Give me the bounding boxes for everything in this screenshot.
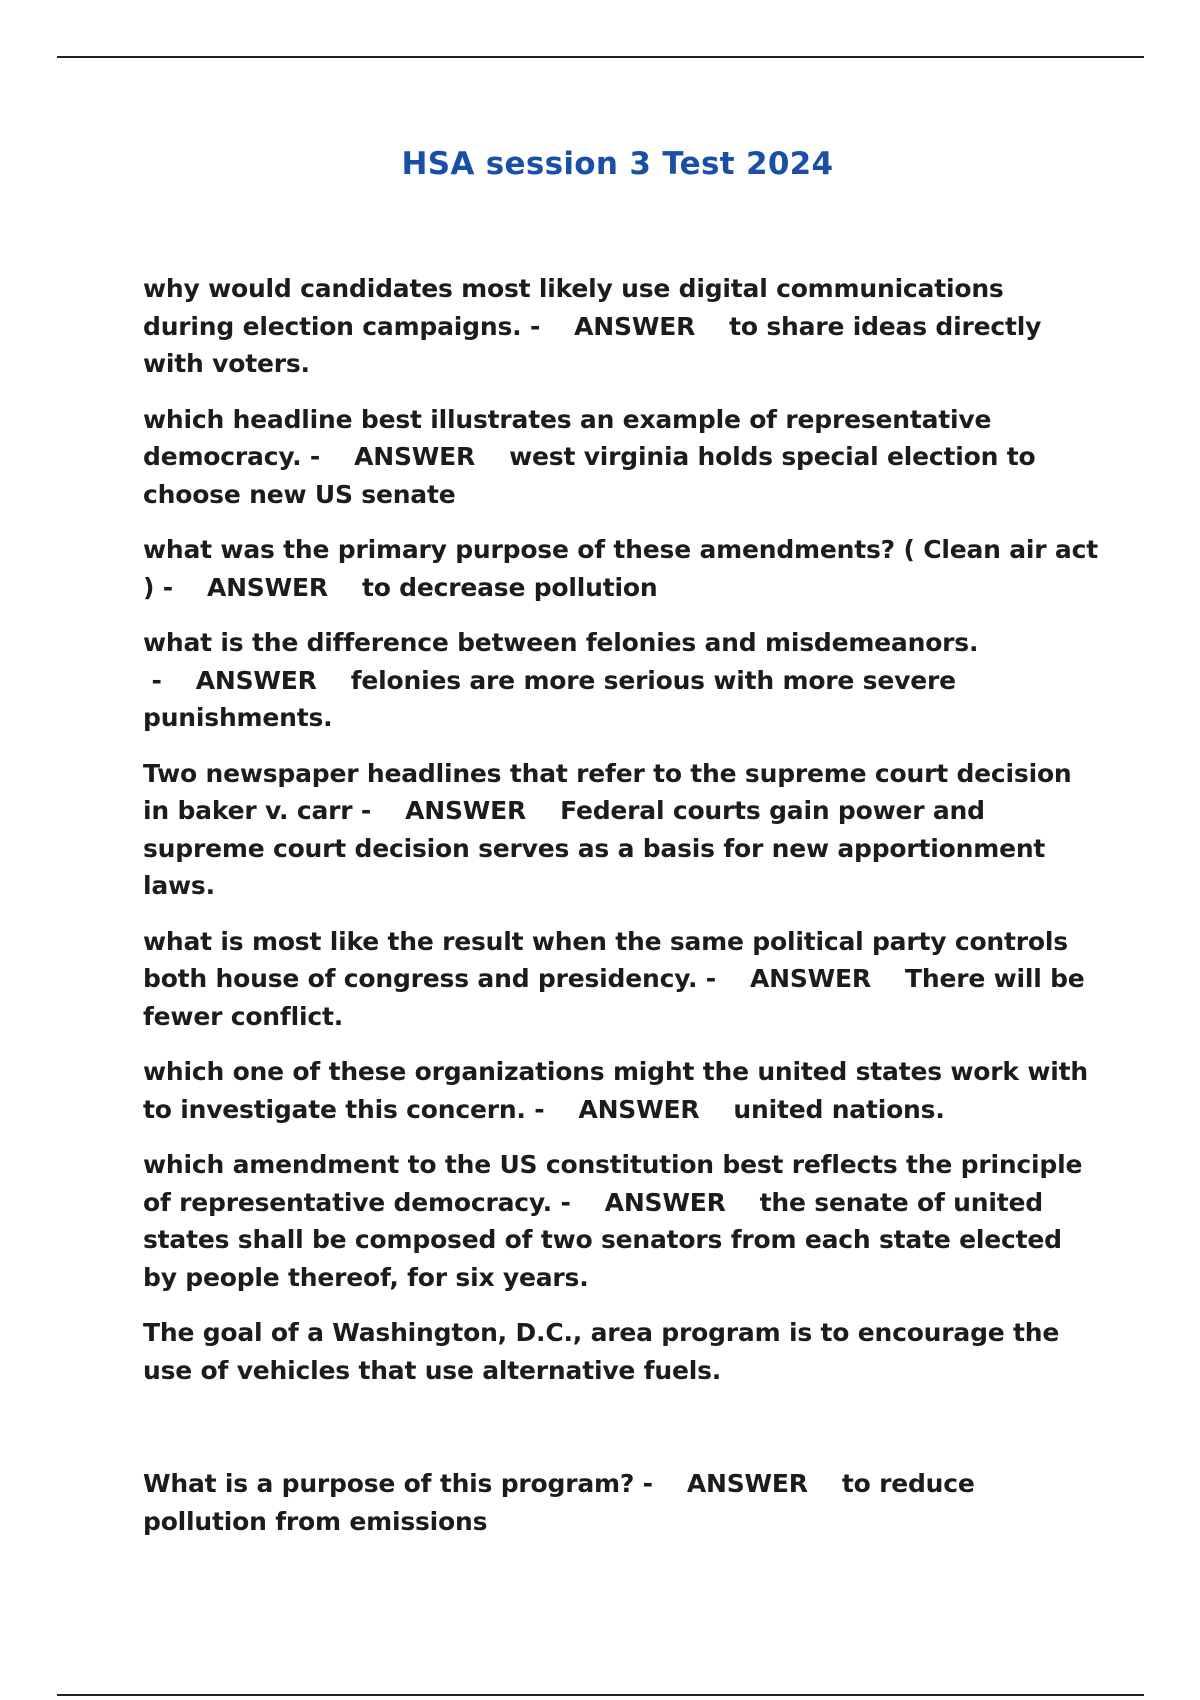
qa-entry: which amendment to the US constitution best reflects the principle of representative democracy. - ANSWER the senate of united states shall be composed of two senators from each state elected by people thereof, for six years. — [143, 1150, 1083, 1292]
question-text: why would candidates most likely use digital communications during election campaigns. — [143, 274, 1004, 341]
context-note: The goal of a Washington, D.C., area program is to encourage the use of vehicles that use alternative fuels. — [143, 1318, 1060, 1385]
answer-label: ANSWER — [206, 572, 328, 602]
answer-label: ANSWER — [686, 1469, 808, 1498]
question-text: which amendment to the US constitution best reflects the principle of representative democracy. — [143, 1150, 1083, 1217]
qa-entry: Two newspaper headlines that refer to the supreme court decision in baker v. carr - ANSWER Federal courts gain power and supreme court decision serves as a basis for new apportionment laws. — [143, 758, 1072, 900]
answer-label: ANSWER — [750, 964, 871, 993]
qa-list — [143, 270, 1103, 1558]
top-rule — [57, 56, 1144, 58]
answer-label: ANSWER — [578, 1094, 700, 1124]
answer-text: Federal courts gain power and supreme court decision serves as a basis for new apportionment laws. — [143, 796, 1046, 900]
qa-entry: which headline best illustrates an example of representative democracy. - ANSWER west virginia holds special election to choose new US senate — [143, 404, 1036, 509]
answer-text: There will be fewer conflict. — [143, 964, 1085, 1031]
question-text: which headline best illustrates an example of representative democracy. — [143, 404, 992, 471]
answer-text: united nations. — [733, 1094, 945, 1124]
qa-entry: What is a purpose of this program? - ANSWER to reduce pollution from emissions — [143, 1469, 975, 1536]
question-text: which one of these organizations might the united states work with to investigate this concern. — [143, 1057, 1088, 1124]
answer-label: ANSWER — [604, 1187, 726, 1217]
qa-entry: what was the primary purpose of these amendments? ( Clean air act ) - ANSWER to decrease pollution — [143, 535, 1098, 602]
answer-text: the senate of united states shall be composed of two senators from each state elected by people thereof, for six years. — [143, 1187, 1062, 1292]
question-text: What is a purpose of this program? — [143, 1469, 635, 1498]
answer-text: to reduce pollution from emissions — [143, 1469, 975, 1536]
page-title: HSA session 3 Test 2024 — [401, 146, 834, 182]
answer-label: ANSWER — [354, 442, 476, 471]
qa-entry: what is most like the result when the same political party controls both house of congress and presidency. - ANSWER There will be fewer conflict. — [143, 926, 1085, 1031]
answer-text: to decrease pollution — [361, 572, 658, 602]
answer-label: ANSWER — [405, 796, 527, 825]
answer-text: felonies are more serious with more severe punishments. — [143, 665, 956, 732]
qa-entry: what is the difference between felonies and misdemeanors. - ANSWER felonies are more serious with more severe punishments. — [143, 628, 979, 732]
question-text: what is most like the result when the same political party controls both house of congress and presidency. — [143, 926, 1068, 993]
answer-text: west virginia holds special election to choose new US senate — [143, 442, 1036, 509]
question-text: Two newspaper headlines that refer to the supreme court decision in baker v. carr — [143, 758, 1072, 825]
answer-text: to share ideas directly with voters. — [143, 311, 1042, 378]
spacer — [143, 1407, 1103, 1465]
answer-label: ANSWER — [195, 665, 317, 695]
bottom-rule — [57, 1694, 1144, 1696]
question-text: what was the primary purpose of these amendments? ( Clean air act ) — [143, 535, 1098, 602]
qa-entry: why would candidates most likely use digital communications during election campaigns. - ANSWER to share ideas directly with voters. — [143, 274, 1042, 378]
qa-entry: which one of these organizations might the united states work with to investigate this concern. - ANSWER united nations. — [143, 1057, 1088, 1124]
question-text: what is the difference between felonies and misdemeanors. — [143, 628, 979, 657]
answer-label: ANSWER — [574, 311, 696, 341]
